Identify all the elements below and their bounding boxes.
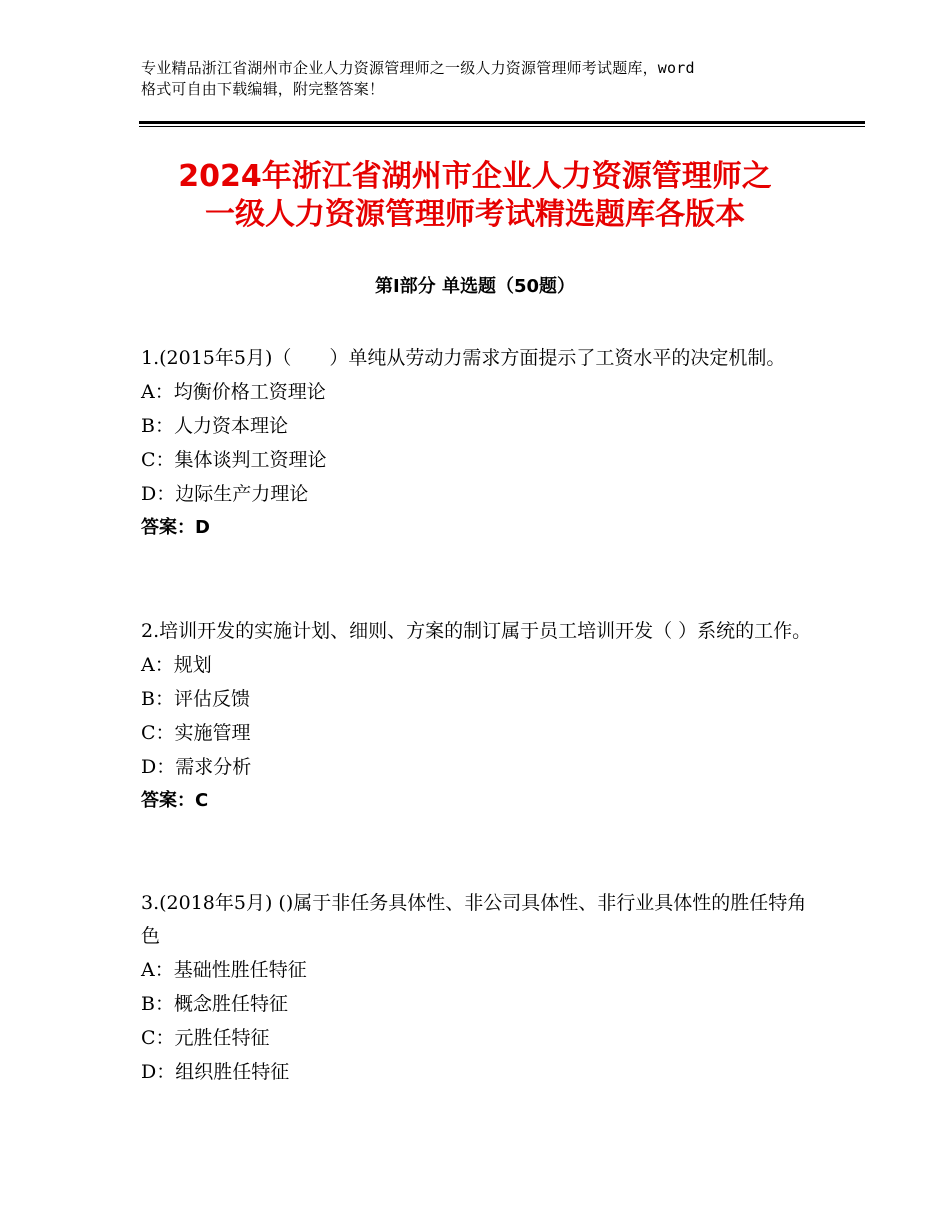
- option-a: A：基础性胜任特征: [141, 959, 307, 981]
- option-d: D：边际生产力理论: [141, 483, 309, 505]
- option-c: C：集体谈判工资理论: [141, 449, 327, 471]
- question-1: [141, 342, 821, 545]
- document-title: [120, 158, 830, 234]
- option-b: B：人力资本理论: [141, 415, 288, 437]
- question-text: 2.培训开发的实施计划、细则、方案的制订属于员工培训开发（ ）系统的工作。: [141, 620, 812, 642]
- header-divider-thick: [139, 121, 865, 124]
- header-note-line-2: 格式可自由下载编辑，附完整答案！: [141, 80, 385, 98]
- option-c: C：元胜任特征: [141, 1027, 270, 1049]
- question-text: 1.(2015年5月)（ ）单纯从劳动力需求方面提示了工资水平的决定机制。: [141, 347, 786, 369]
- document-title-line-1: 2024年浙江省湖州市企业人力资源管理师之: [178, 159, 772, 194]
- option-c: C：实施管理: [141, 722, 251, 744]
- question-2: [141, 615, 821, 818]
- option-d: D：组织胜任特征: [141, 1061, 290, 1083]
- option-b: B：概念胜任特征: [141, 993, 288, 1015]
- header-note: [141, 58, 831, 100]
- answer-line: 答案：C: [141, 790, 209, 811]
- header-divider-thin: [139, 126, 865, 127]
- answer-line: 答案：D: [141, 517, 210, 538]
- header-note-line-1: 专业精品浙江省湖州市企业人力资源管理师之一级人力资源管理师考试题库，word: [141, 59, 695, 77]
- option-a: A：规划: [141, 654, 212, 676]
- option-a: A：均衡价格工资理论: [141, 381, 326, 403]
- question-3: [141, 887, 821, 1089]
- section-title: 第Ⅰ部分 单选题（50题）: [374, 276, 575, 297]
- question-text: 3.(2018年5月) ()属于非任务具体性、非公司具体性、非行业具体性的胜任特角色: [141, 892, 807, 947]
- option-b: B：评估反馈: [141, 688, 250, 710]
- document-title-line-2: 一级人力资源管理师考试精选题库各版本: [205, 197, 745, 232]
- option-d: D：需求分析: [141, 756, 252, 778]
